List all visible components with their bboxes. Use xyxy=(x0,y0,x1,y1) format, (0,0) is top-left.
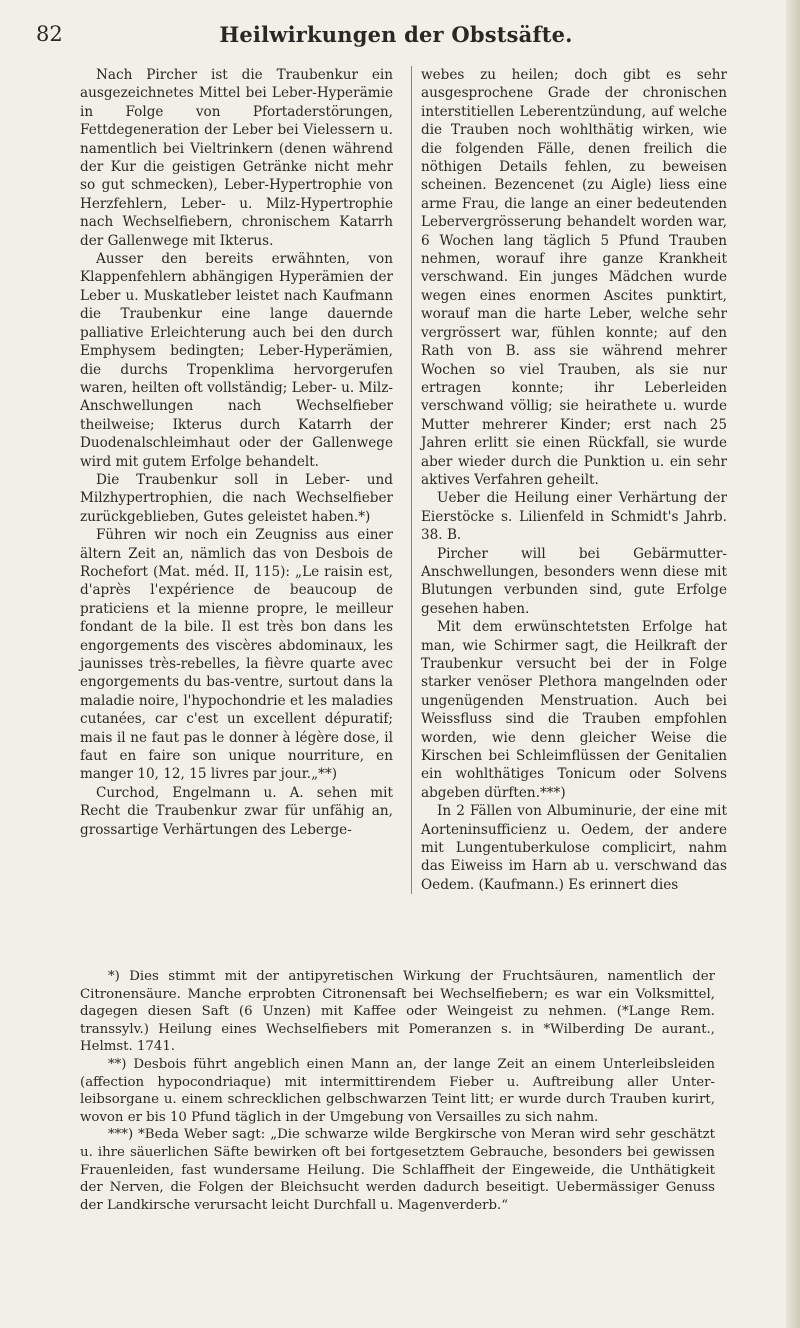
footnote: ***) *Beda Weber sagt: „Die schwarze wilde Bergkirsche von Meran wird sehr geschätzt u. ihre säuerlichen Säfte bewirken oft bei fortgesetztem Gebrauche, besonders bei gewissen Frauenleiden, fast wundersame Heilung. Die Schlaffheit der Eingeweide, die Unthätigkeit der Nerven, die Folgen der Bleichsucht werden dadurch beseitigt. Uebermässiger Genuss der Landkirsche verursacht leicht Durchfall u. Magenverderb.“ xyxy=(80,1127,715,1213)
paragraph: Führen wir noch ein Zeugniss aus einer ältern Zeit an, nämlich das von Desbois de Rochefort (Mat. méd. II, 115): „Le raisin est, d'après l'expérience de beaucoup de praticiens et la mienne propre, le meilleur fondant de la bile. Il est très bon dans les engorgements des viscères abdominaux, les jaunisses très-rebelles, la fièvre quarte avec engorgements du bas-ventre, surtout dans la maladie noire, l'hypochondrie et les maladies cutanées, car c'est un excellent dépuratif; mais il ne faut pas le donner à légère dose, il faut en faire son unique nourriture, en manger 10, 12, 15 livres par jour.„**) xyxy=(80,527,393,783)
paragraph: Nach Pircher ist die Traubenkur ein ausgezeichnetes Mittel bei Leber-Hyperämie in Folge von Pfortaderstörungen, Fettdegeneration der Leber bei Vielessern u. namentlich bei Vieltrinkern (denen während der Kur die geistigen Getränke nicht mehr so gut schmecken), Leber-Hypertrophie von Herzfehlern, Leber- u. Milz-Hypertrophie nach Wechselfiebern, chronischem Katarrh der Gallenwege mit Ikterus. xyxy=(80,67,393,249)
paragraph: Curchod, Engelmann u. A. sehen mit Recht die Traubenkur zwar für unfähig an, grossartige Verhärtungen des Leberge- xyxy=(80,784,393,838)
paragraph: Ueber die Heilung einer Verhärtung der Eierstöcke s. Lilienfeld in Schmidt's Jahrb. 38. B. xyxy=(421,490,727,544)
right-column xyxy=(411,66,727,894)
running-title: Heilwirkungen der Obstsäfte. xyxy=(219,22,573,47)
paragraph: Mit dem erwünschtetsten Erfolge hat man, wie Schirmer sagt, die Heilkraft der Traubenkur versucht bei der in Folge starker venöser Plethora mangelnden oder ungenügenden Menstruation. Auch bei Weissfluss sind die Trauben empfohlen worden, wie denn gleicher Weise die Kirschen bei Schleimflüssen der Genitalien ein wohlthätiges Tonicum oder Solvens abgeben dürften.***) xyxy=(421,619,727,801)
footnote: *) Dies stimmt mit der antipyretischen Wirkung der Fruchtsäuren, namentlich der Citronensäure. Manche erprobten Citronensaft bei Wechselfiebern; es war ein Volksmittel, dagegen diesen Saft (6 Unzen) mit Kaffee oder Weingeist zu nehmen. (*Lange Rem. transsylv.) Heilung eines Wechselfiebers mit Pomeranzen s. in *Wilberding De aurant., Helmst. 1741. xyxy=(80,969,715,1055)
paragraph: Pircher will bei Gebärmutter-Anschwellungen, besonders wenn diese mit Blutungen verbunden sind, gute Erfolge gesehen haben. xyxy=(421,545,727,617)
footnote: **) Desbois führt angeblich einen Mann an, der lange Zeit an einem Unterleibsleiden (affection hypocondriaque) mit intermittirendem Fieber u. Auftreibung aller Unterleibsorgane u. einem schrecklichen gelbschwarzen Teint litt; er wurde durch Trauben kurirt, wovon er bis 10 Pfund täglich in der Umgebung von Versailles zu sich nahm. xyxy=(80,1056,715,1125)
page-header xyxy=(36,22,756,52)
paragraph: Die Traubenkur soll in Leber- und Milzhypertrophien, die nach Wechselfieber zurückgeblieben, Gutes geleistet haben.*) xyxy=(80,471,393,525)
paragraph: Ausser den bereits erwähnten, von Klappenfehlern abhängigen Hyperämien der Leber u. Muskatleber leistet nach Kaufmann die Traubenkur eine lange dauernde palliative Erleichterung auch bei den durch Emphysem bedingten; Leber-Hyperämien, die durchs Tropenklima hervorgerufen waren, heilten oft vollständig; Leber- u. Milz-Anschwellungen nach Wechselfieber theilweise; Ikterus durch Katarrh der Duodenalschleimhaut oder der Gallenwege wird mit gutem Erfolge behandelt. xyxy=(80,251,393,470)
page-edge xyxy=(786,0,800,1328)
paragraph: webes zu heilen; doch gibt es sehr ausgesprochene Grade der chronischen interstitiellen Leberentzündung, auf welche die Trauben noch wohlthätig wirken, wie die folgenden Fälle, denen freilich die nöthigen Details fehlen, zu beweisen scheinen. Bezencenet (zu Aigle) liess eine arme Frau, die lange an einer bedeutenden Lebervergrösserung behandelt worden war, 6 Wochen lang täglich 5 Pfund Trauben nehmen, worauf ihre ganze Krankheit verschwand. Ein junges Mädchen wurde wegen eines enormen Ascites punktirt, worauf man die harte Leber, welche sehr vergrössert war, fühlen konnte; auf den Rath von B. ass sie während mehrer Wochen so viel Trauben, als sie nur ertragen konnte; ihr Leberleiden verschwand völlig; sie heirathete u. wurde Mutter mehrerer Kinder; erst nach 25 Jahren erlitt sie einen Rückfall, sie wurde aber wieder durch die Punktion u. ein sehr aktives Verfahren geheilt. xyxy=(421,67,727,488)
paragraph: In 2 Fällen von Albuminurie, der eine mit Aorteninsufficienz u. Oedem, der andere mit Lungentuberkulose complicirt, nahm das Eiweiss im Harn ab u. verschwand das Oedem. (Kaufmann.) Es erinnert dies xyxy=(421,803,727,893)
left-column xyxy=(80,66,393,839)
footnotes xyxy=(80,968,715,1214)
page-number: 82 xyxy=(36,22,63,46)
